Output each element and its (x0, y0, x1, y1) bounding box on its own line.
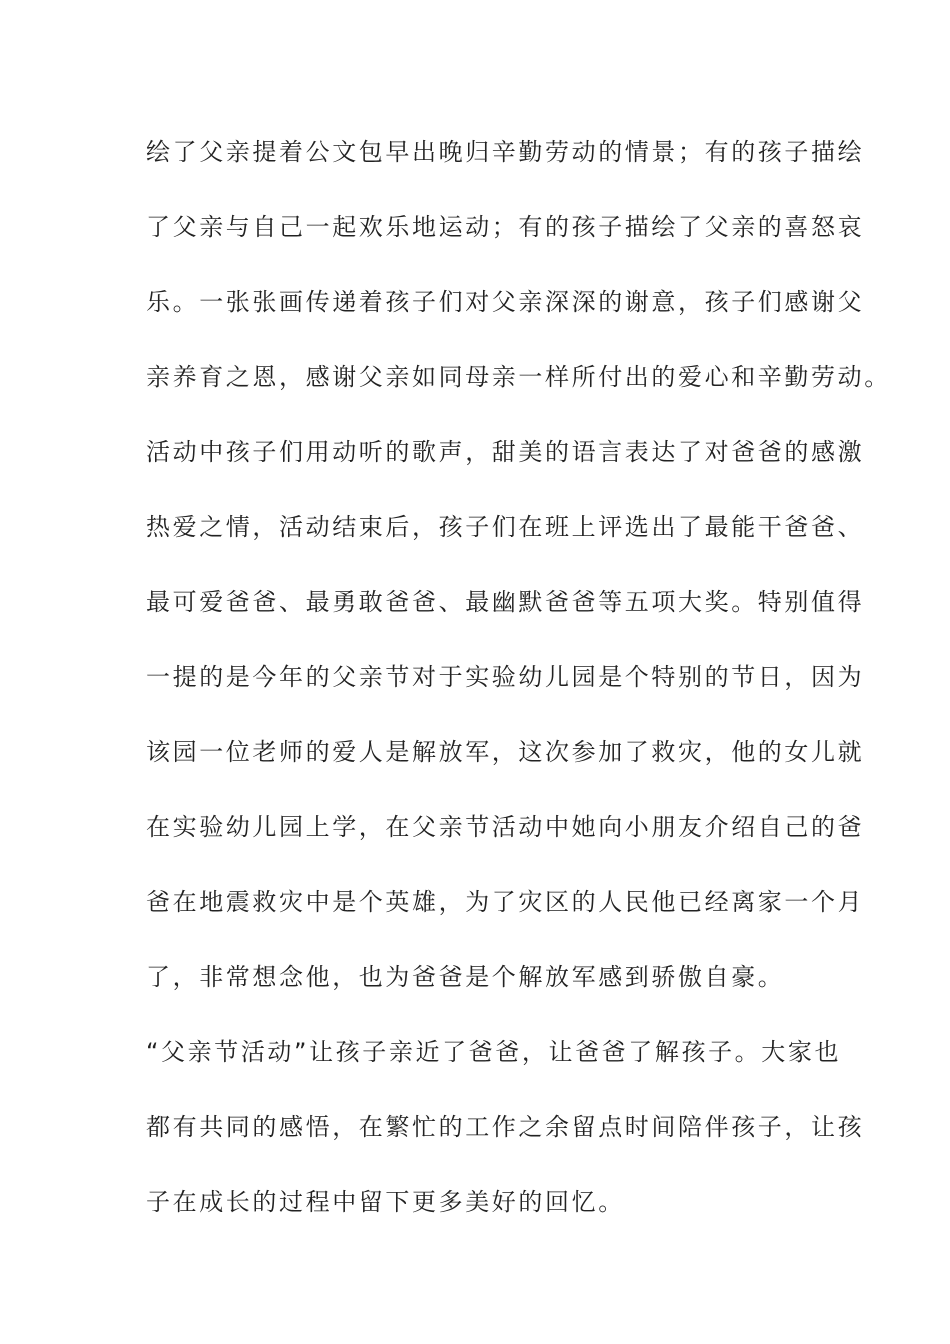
text-line: “父亲节活动”让孩子亲近了爸爸，让爸爸了解孩子。大家也 (146, 1038, 842, 1066)
text-line: 一提的是今年的父亲节对于实验幼儿园是个特别的节日，因为 (146, 663, 865, 691)
text-line: 活动中孩子们用动听的歌声，甜美的语言表达了对爸爸的感激 (146, 438, 865, 466)
text-line: 子在成长的过程中留下更多美好的回忆。 (146, 1188, 625, 1216)
text-line: 绘了父亲提着公文包早出晚归辛勤劳动的情景；有的孩子描绘 (146, 138, 865, 166)
text-line: 亲养育之恩，感谢父亲如同母亲一样所付出的爱心和辛勤劳动。 (146, 363, 891, 391)
text-line: 乐。一张张画传递着孩子们对父亲深深的谢意，孩子们感谢父 (146, 288, 865, 316)
text-line: 都有共同的感悟，在繁忙的工作之余留点时间陪伴孩子，让孩 (146, 1113, 865, 1141)
text-line: 最可爱爸爸、最勇敢爸爸、最幽默爸爸等五项大奖。特别值得 (146, 588, 865, 616)
text-line: 在实验幼儿园上学，在父亲节活动中她向小朋友介绍自己的爸 (146, 813, 865, 841)
text-line: 热爱之情，活动结束后，孩子们在班上评选出了最能干爸爸、 (146, 513, 865, 541)
text-line: 爸在地震救灾中是个英雄，为了灾区的人民他已经离家一个月 (146, 888, 865, 916)
text-line: 了父亲与自己一起欢乐地运动；有的孩子描绘了父亲的喜怒哀 (146, 213, 865, 241)
text-line: 该园一位老师的爱人是解放军，这次参加了救灾，他的女儿就 (146, 738, 865, 766)
text-line: 了，非常想念他，也为爸爸是个解放军感到骄傲自豪。 (146, 963, 785, 991)
